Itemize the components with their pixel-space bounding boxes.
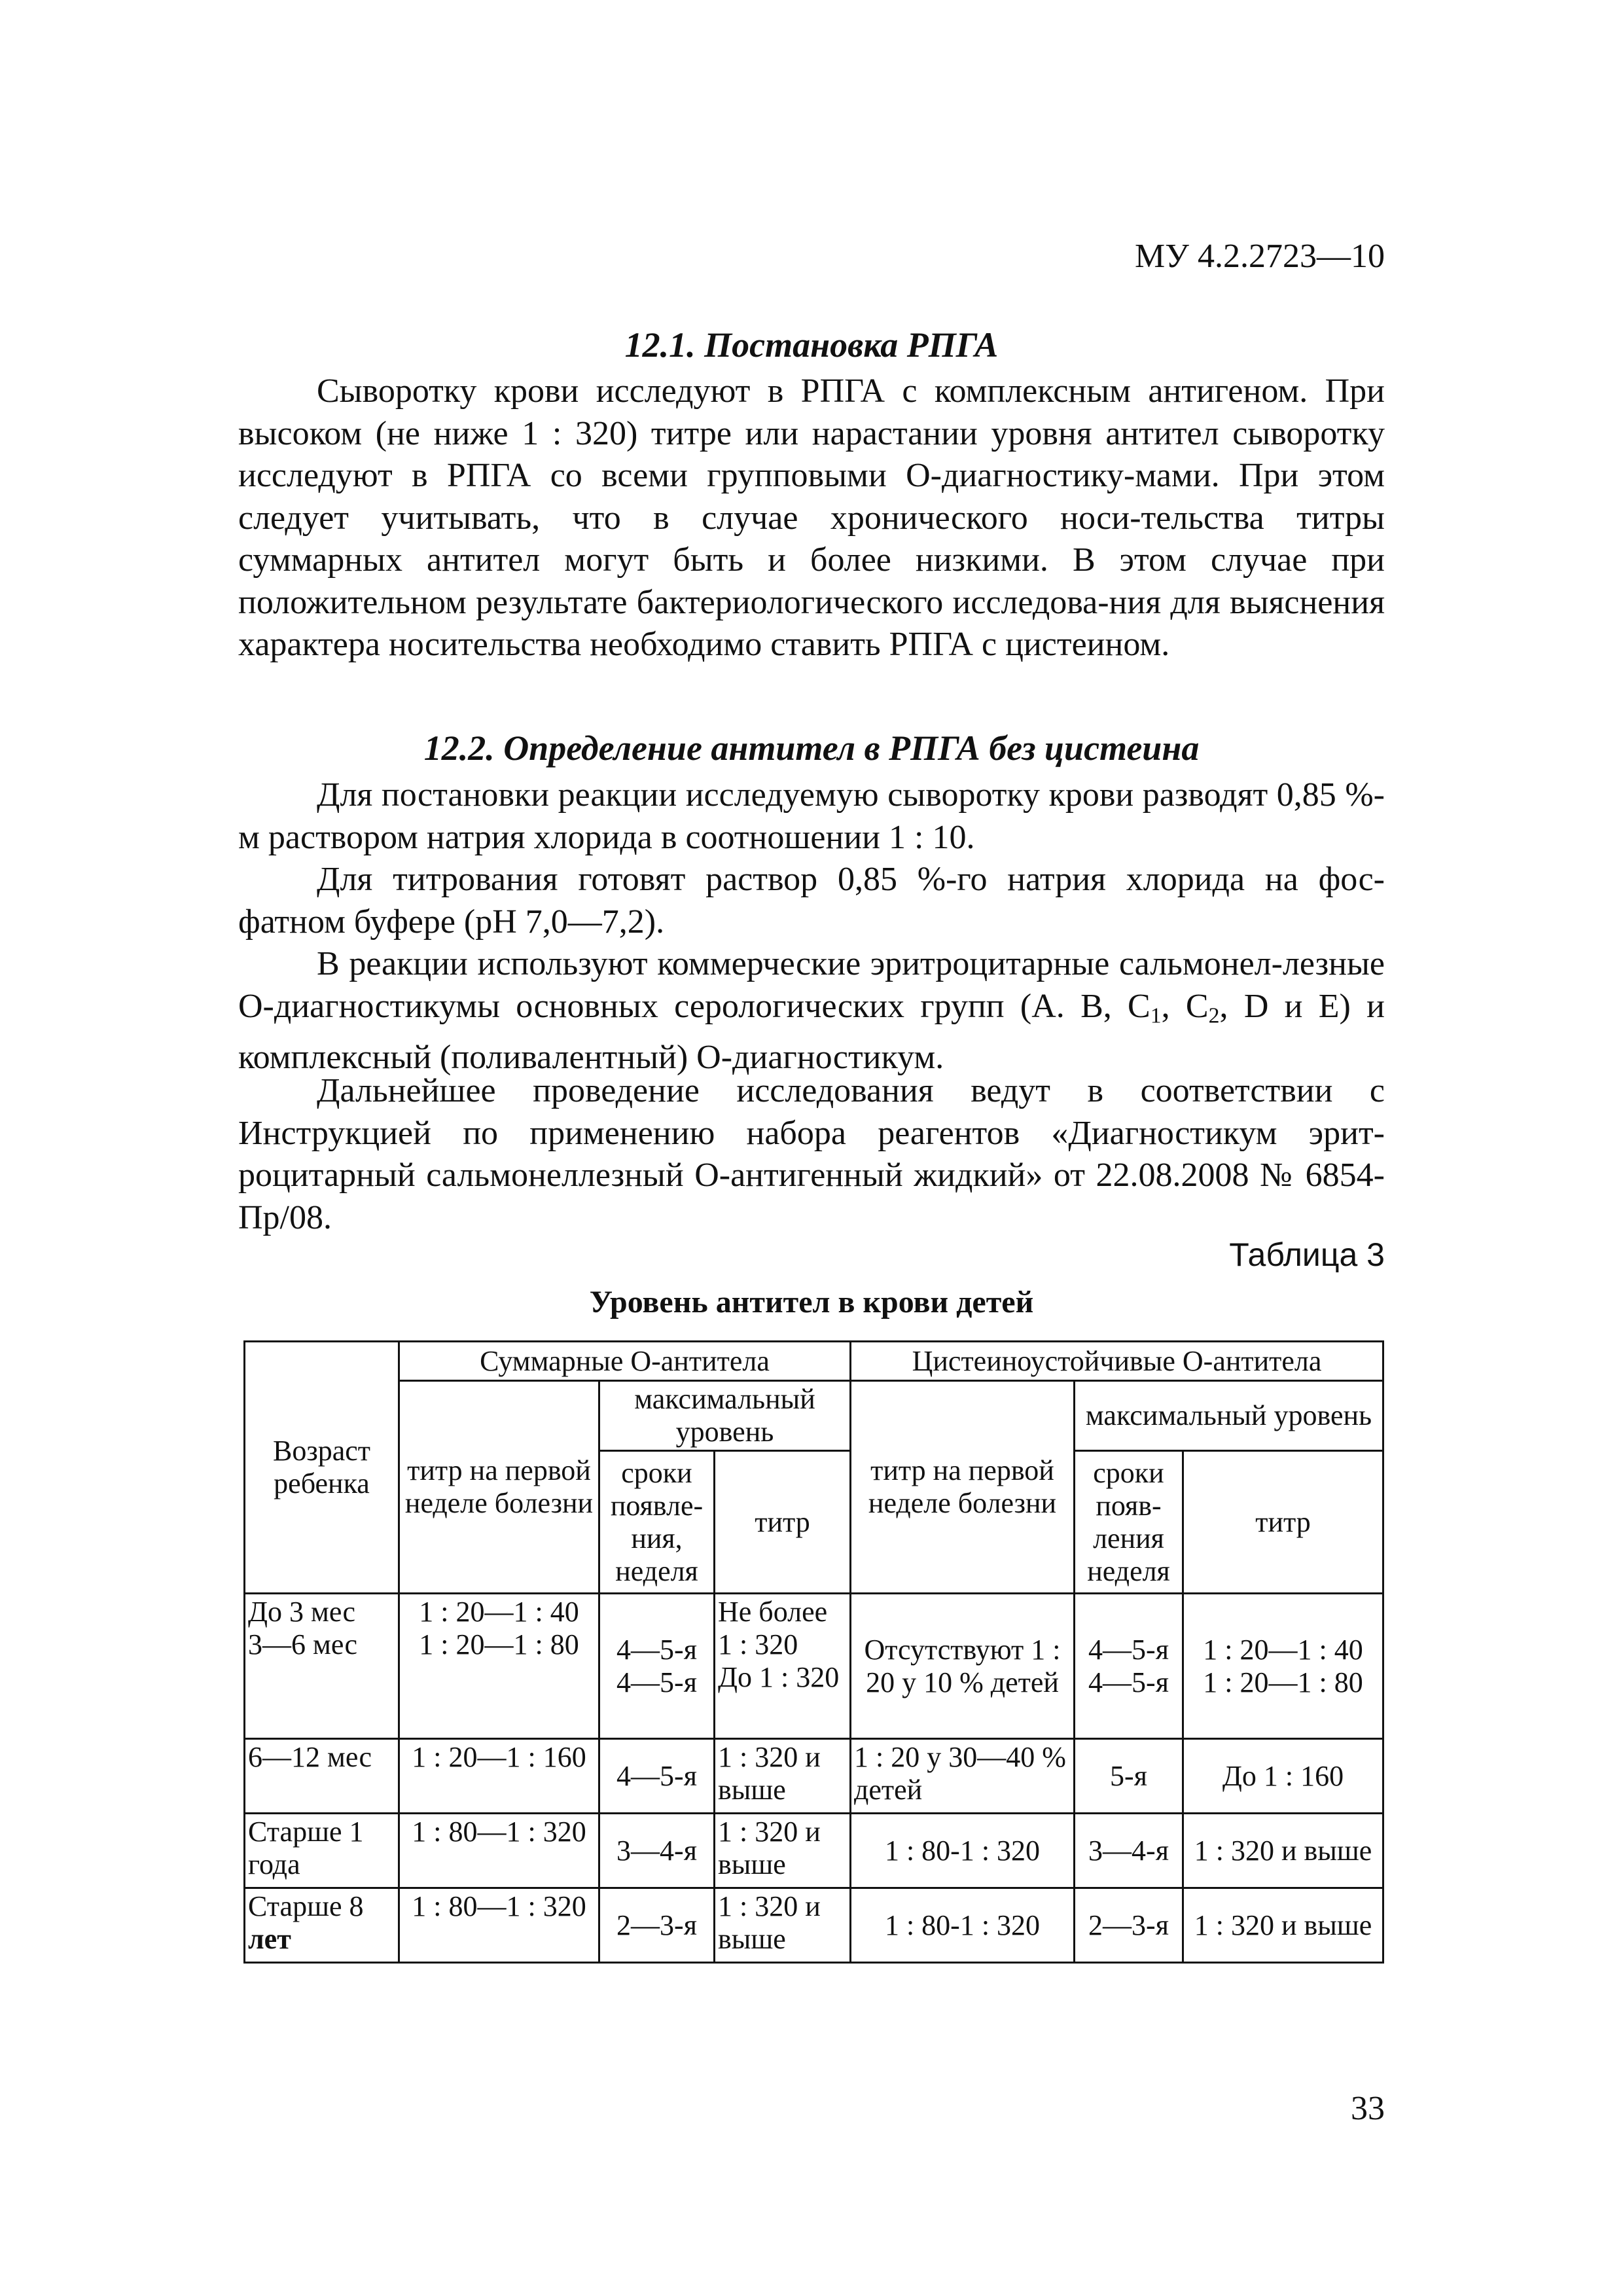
cell-value-line: 4—5-я [616, 1666, 697, 1698]
header-cys-first-week-titer: титр на первой неделе болезни [851, 1381, 1075, 1594]
cell-age: Старше 1 года [245, 1814, 399, 1888]
header-cys-max-level: максимальный уровень [1075, 1381, 1383, 1451]
cell-value-line: 1 : 20—1 : 40 [1203, 1633, 1363, 1666]
cell-cys-titer: 1 : 320 и выше [1183, 1888, 1383, 1963]
cell-terms [599, 1594, 715, 1739]
cell-value-line: 1 : 20—1 : 80 [419, 1628, 579, 1660]
table-title: Уровень антител в крови детей [589, 1285, 1034, 1319]
cell-titer: 1 : 320 и выше [715, 1888, 851, 1963]
cell-value-line: 4—5-я [1088, 1633, 1169, 1666]
table-caption: Таблица 3 [1229, 1236, 1385, 1273]
cell-cys-first-week: Отсутствуют 1 : 20 у 10 % детей [851, 1594, 1075, 1739]
cell-cys-terms [1075, 1594, 1183, 1739]
cell-first-week-titer: 1 : 80—1 : 320 [399, 1814, 599, 1888]
cell-age-text: Старше 8 [248, 1890, 364, 1922]
table-row [245, 1739, 1383, 1814]
antibody-level-table [243, 1340, 1384, 1964]
cell-terms: 4—5-я [599, 1739, 715, 1814]
paragraph-diagnosticums-part3: , D и Е) и комплексный (поливалентный) О-диагностикум. [238, 987, 1385, 1077]
cell-terms: 2—3-я [599, 1888, 715, 1963]
header-cysteine-antibodies: Цистеиноустойчивые О-антитела [851, 1342, 1383, 1381]
header-total-max-level: максимальный уровень [599, 1381, 851, 1451]
header-age: Возраст ребенка [245, 1342, 399, 1594]
cell-cys-terms: 2—3-я [1075, 1888, 1183, 1963]
cell-cys-terms: 5-я [1075, 1739, 1183, 1814]
paragraph-diagnosticums-part1: В реакции используют коммерческие эритроцитарные сальмонел-лезные О-диагностикумы основных серологических групп (А. В, С [238, 945, 1385, 1025]
cell-first-week-titer: 1 : 80—1 : 320 [399, 1888, 599, 1963]
cell-cys-first-week: 1 : 80-1 : 320 [851, 1888, 1075, 1963]
cell-cys-first-week: 1 : 80-1 : 320 [851, 1814, 1075, 1888]
header-cys-terms: сроки появ-ления неделя [1075, 1451, 1183, 1594]
paragraph-diagnosticums [238, 943, 1385, 1079]
cell-titer: 1 : 320 и выше [715, 1814, 851, 1888]
header-total-antibodies: Суммарные О-антитела [399, 1342, 851, 1381]
paragraph-instruction: Дальнейшее проведение исследования ведут в соответствии с Инструкцией по применению набора реагентов «Диагностикум эрит-роцитарный сальмонеллезный О-антигенный жидкий» от 22.08.2008 № 6854-Пр/08. [238, 1072, 1385, 1236]
table-header-row-2 [245, 1381, 1383, 1451]
header-total-titer: титр [715, 1451, 851, 1594]
cell-first-week-titer: 1 : 20—1 : 160 [399, 1739, 599, 1814]
cell-age-bold: лет [248, 1923, 291, 1955]
cell-age-line: 3—6 мес [248, 1628, 357, 1660]
table-row [245, 1814, 1383, 1888]
cell-titer: 1 : 320 и выше [715, 1739, 851, 1814]
cell-cys-titer: 1 : 320 и выше [1183, 1814, 1383, 1888]
cell-cys-titer: До 1 : 160 [1183, 1739, 1383, 1814]
cell-age: 6—12 мес [245, 1739, 399, 1814]
document-code: МУ 4.2.2723—10 [1134, 238, 1385, 275]
subscript-1: 1 [1150, 1003, 1162, 1028]
cell-cys-titer [1183, 1594, 1383, 1739]
page-number: 33 [1351, 2090, 1385, 2127]
cell-value-line: 4—5-я [616, 1633, 697, 1666]
cell-first-week-titer [399, 1594, 599, 1739]
subscript-2: 2 [1208, 1003, 1220, 1028]
cell-age [245, 1594, 399, 1739]
cell-value-line: До 1 : 320 [718, 1661, 840, 1693]
section-heading-12-2: 12.2. Определение антител в РПГА без цистеина [423, 728, 1200, 768]
header-total-terms: сроки появле-ния, неделя [599, 1451, 715, 1594]
cell-cys-terms: 3—4-я [1075, 1814, 1183, 1888]
section-heading-12-1: 12.1. Постановка РПГА [624, 325, 999, 365]
paragraph-diagnosticums-part2: , С [1161, 987, 1209, 1025]
cell-value-line: 1 : 20—1 : 80 [1203, 1666, 1363, 1698]
cell-titer [715, 1594, 851, 1739]
header-total-first-week-titer: титр на первой неделе болезни [399, 1381, 599, 1594]
cell-terms: 3—4-я [599, 1814, 715, 1888]
header-cys-titer: титр [1183, 1451, 1383, 1594]
table-row [245, 1594, 1383, 1739]
cell-cys-first-week: 1 : 20 у 30—40 % детей [851, 1739, 1075, 1814]
cell-value-line: Не более 1 : 320 [718, 1596, 828, 1660]
table-header-row-1 [245, 1342, 1383, 1381]
paragraph-dilution: Для постановки реакции исследуемую сыворотку крови разводят 0,85 %-м раствором натрия хлорида в соотношении 1 : 10. [238, 776, 1385, 856]
cell-value-line: 4—5-я [1088, 1666, 1169, 1698]
cell-value-line: 1 : 20—1 : 40 [419, 1596, 579, 1628]
paragraph-titration: Для титрования готовят раствор 0,85 %-го натрия хлорида на фос-фатном буфере (рН 7,0—7,2). [238, 861, 1385, 941]
cell-age-line: До 3 мес [248, 1596, 356, 1628]
cell-age [245, 1888, 399, 1963]
table-row [245, 1888, 1383, 1963]
paragraph-12-1: Сыворотку крови исследуют в РПГА с комплексным антигеном. При высоком (не ниже 1 : 320) титре или нарастании уровня антител сыворотку исследуют в РПГА со всеми групповыми О-диагностику-мами. При этом следует учитывать, что в случае хронического носи-тельства титры суммарных антител могут быть и более низкими. В этом случае при положительном результате бактериологического исследова-ния для выяснения характера носительства необходимо ставить РПГА с цистеином. [238, 372, 1385, 663]
